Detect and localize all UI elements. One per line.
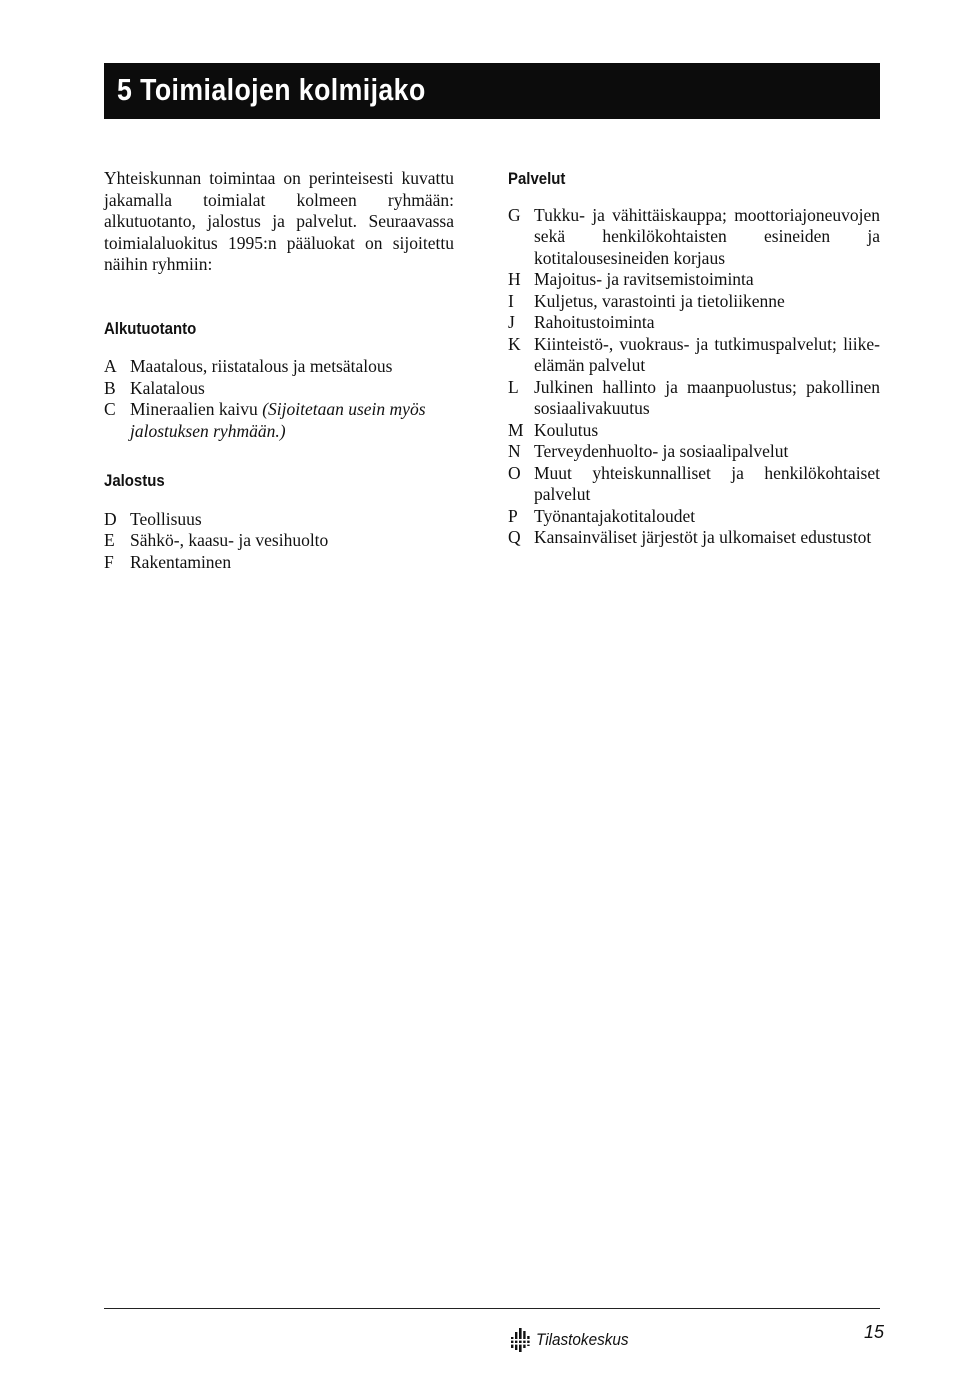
category-item xyxy=(104,399,454,442)
category-text: Terveydenhuolto- ja sosiaalipalvelut xyxy=(534,441,789,461)
category-item xyxy=(508,527,880,549)
category-letter: L xyxy=(508,376,519,397)
category-letter: K xyxy=(508,333,521,354)
category-item xyxy=(508,506,880,528)
category-item xyxy=(104,552,454,574)
category-item xyxy=(508,420,880,442)
category-letter: H xyxy=(508,269,521,289)
category-letter: D xyxy=(104,508,117,529)
category-text: Julkinen hallinto ja maanpuolustus; pakollinen sosiaalivakuutus xyxy=(534,376,880,418)
category-item xyxy=(508,441,880,463)
category-text: Teollisuus xyxy=(130,508,202,529)
right-column xyxy=(508,168,880,549)
category-text: Kiinteistö-, vuokraus- ja tutkimuspalvelut; liike-elämän palvelut xyxy=(534,333,880,375)
category-letter: A xyxy=(104,356,117,376)
left-column xyxy=(104,168,454,573)
category-letter: B xyxy=(104,377,116,398)
category-letter: O xyxy=(508,462,521,483)
category-item xyxy=(104,378,454,400)
category-item xyxy=(104,530,454,552)
category-text: Kalatalous xyxy=(130,377,205,398)
category-item xyxy=(508,312,880,334)
category-text: Kuljetus, varastointi ja tietoliikenne xyxy=(534,290,785,311)
category-text: Sähkö-, kaasu- ja vesihuolto xyxy=(130,530,329,550)
category-text: Tukku- ja vähittäiskauppa; moottoriajoneuvojen sekä henkilökohtaisten esineiden ja kotitalousesineiden korjaus xyxy=(534,204,880,268)
category-item xyxy=(508,334,880,377)
category-letter: J xyxy=(508,312,515,332)
chapter-title-bar xyxy=(104,63,880,119)
heading-alkutuotanto: Alkutuotanto xyxy=(104,318,197,338)
chapter-title: 5 Toimialojen kolmijako xyxy=(117,72,426,107)
category-item xyxy=(104,509,454,531)
category-letter: N xyxy=(508,441,521,461)
category-text: Rakentaminen xyxy=(130,551,232,572)
heading-palvelut: Palvelut xyxy=(508,169,566,188)
category-letter: M xyxy=(508,419,524,440)
category-item xyxy=(104,356,454,378)
category-text: Koulutus xyxy=(534,419,599,440)
list-palvelut xyxy=(508,205,880,549)
category-text: Rahoitustoiminta xyxy=(534,312,655,332)
category-letter: F xyxy=(104,551,114,572)
category-text: Kansainväliset järjestöt ja ulkomaiset edustustot xyxy=(534,527,872,547)
publisher-name: Tilastokeskus xyxy=(536,1330,629,1349)
category-text: Muut yhteiskunnalliset ja henkilökohtaiset palvelut xyxy=(534,462,880,504)
category-letter: Q xyxy=(508,527,521,547)
category-item xyxy=(508,463,880,506)
category-item xyxy=(508,377,880,420)
intro-paragraph: Yhteiskunnan toimintaa on perinteisesti kuvattu jakamalla toimialat kolmeen ryhmään: alkutuotanto, jalostus ja palvelut. Seuraavassa toimialaluokitus 1995:n pääluokat on sijoitettu näihin ryhmiin: xyxy=(104,168,454,274)
category-item xyxy=(508,291,880,313)
list-alkutuotanto xyxy=(104,356,454,442)
category-text: Majoitus- ja ravitsemistoiminta xyxy=(534,269,754,289)
category-note: (Sijoitetaan usein myös jalostuksen ryhmään.) xyxy=(130,399,426,441)
list-jalostus xyxy=(104,509,454,574)
category-letter: E xyxy=(104,530,115,550)
category-letter: I xyxy=(508,290,514,311)
page-number: 15 xyxy=(864,1322,885,1342)
category-letter: C xyxy=(104,399,116,419)
category-letter: G xyxy=(508,204,521,225)
category-text: Työnantajakotitaloudet xyxy=(534,505,696,526)
footer-divider xyxy=(104,1308,880,1309)
category-item xyxy=(508,269,880,291)
category-text: Maatalous, riistatalous ja metsätalous xyxy=(130,356,393,376)
category-item xyxy=(508,205,880,270)
category-letter: P xyxy=(508,505,518,526)
heading-jalostus: Jalostus xyxy=(104,471,165,490)
tilastokeskus-logo-icon xyxy=(510,1328,532,1352)
publisher-logo xyxy=(510,1328,639,1352)
category-text-with-note xyxy=(130,399,454,442)
category-text: Mineraalien kaivu xyxy=(130,399,258,419)
